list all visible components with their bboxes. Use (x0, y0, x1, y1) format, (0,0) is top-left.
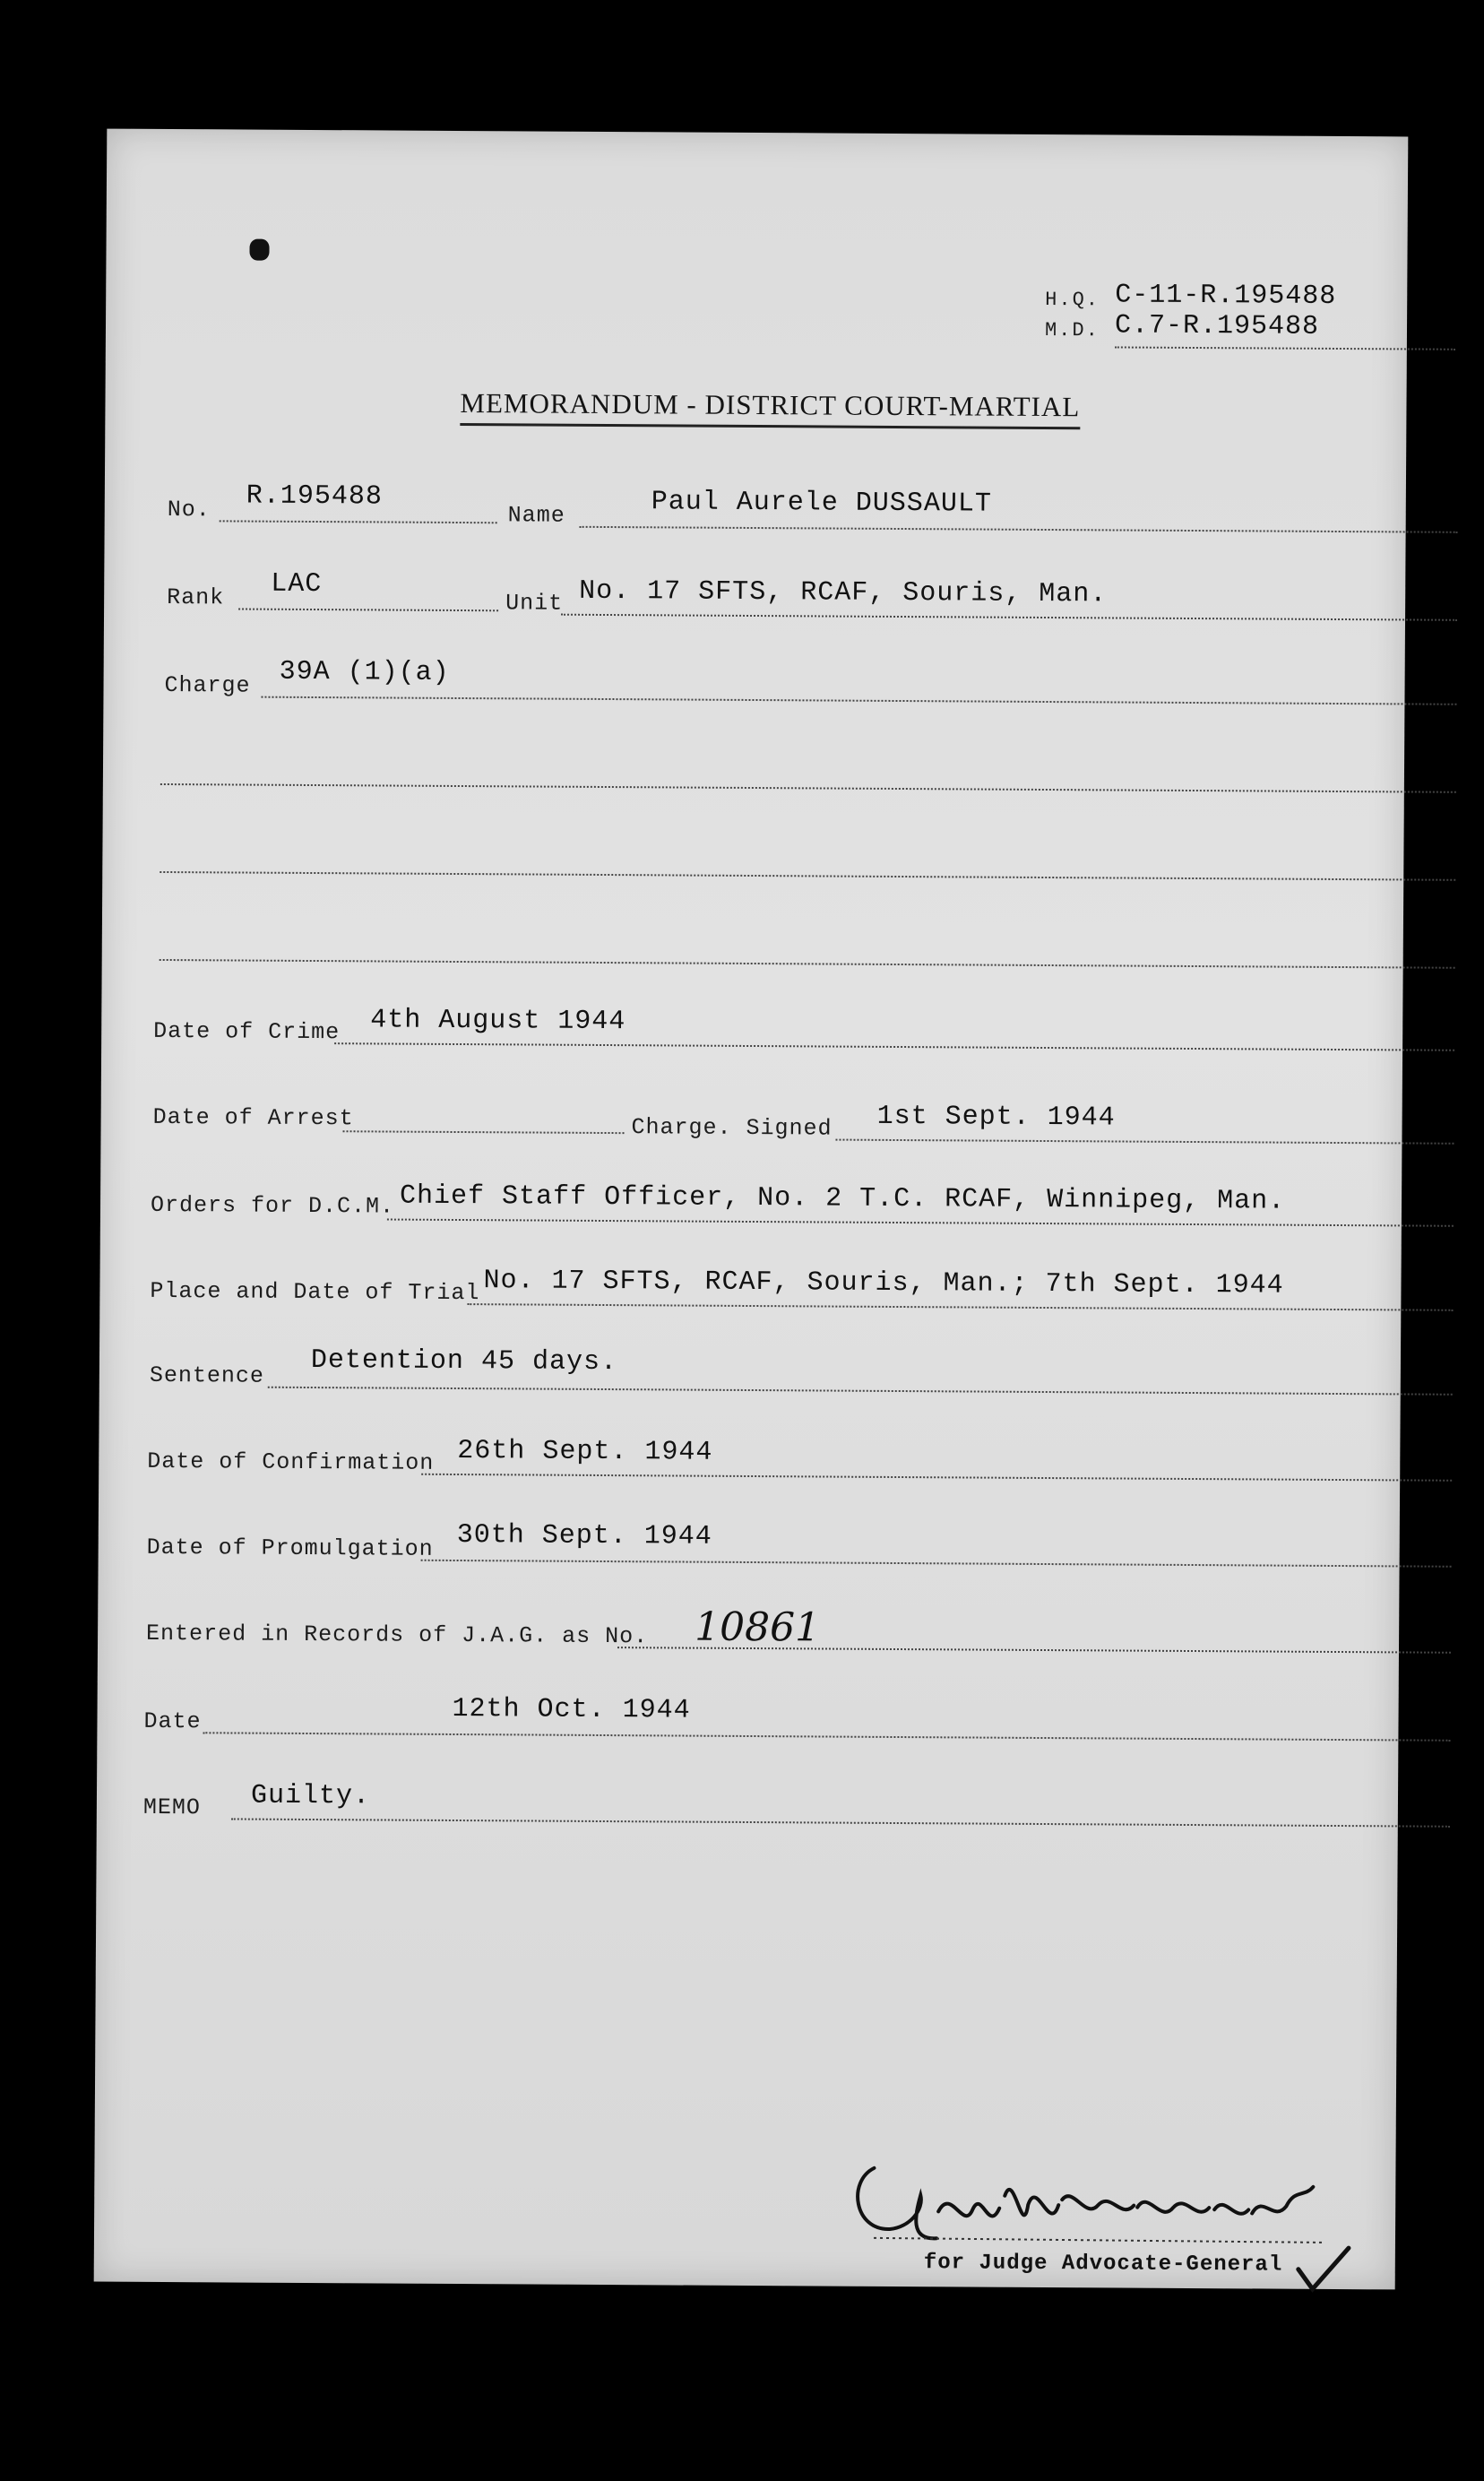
charge-value: 39A (1)(a) (279, 656, 450, 688)
date-of-crime-value: 4th August 1944 (370, 1005, 626, 1038)
orders-value: Chief Staff Officer, No. 2 T.C. RCAF, Winnipeg, Man. (399, 1180, 1286, 1217)
rank-value: LAC (271, 568, 323, 601)
name-value: Paul Aurele DUSSAULT (651, 487, 992, 520)
charge-label: Charge (164, 671, 251, 699)
charge-dots-4 (160, 959, 1455, 969)
confirmation-label: Date of Confirmation (147, 1448, 435, 1476)
sentence-label: Sentence (149, 1362, 264, 1389)
ink-blot (249, 239, 269, 261)
signature-caption: for Judge Advocate-General (923, 2251, 1283, 2278)
place-date-value: No. 17 SFTS, RCAF, Souris, Man.; 7th Sept. 1944 (483, 1266, 1284, 1301)
unit-value: No. 17 SFTS, RCAF, Souris, Man. (579, 575, 1108, 610)
promulgation-value: 30th Sept. 1944 (456, 1520, 712, 1552)
confirmation-dots (421, 1474, 1452, 1482)
hq-value: C-11-R.195488 (1115, 280, 1337, 312)
sentence-value: Detention 45 days. (310, 1345, 618, 1379)
handwritten-signature (838, 2132, 1341, 2269)
date-of-crime-dots (334, 1042, 1454, 1051)
md-dots (1115, 346, 1455, 350)
date-label: Date (143, 1707, 202, 1735)
date-dots (203, 1732, 1450, 1742)
checkmark-icon (1291, 2243, 1354, 2296)
orders-dots (387, 1219, 1454, 1227)
md-value: C.7-R.195488 (1114, 310, 1320, 342)
no-label: No. (167, 497, 211, 523)
date-value: 12th Oct. 1944 (452, 1693, 691, 1726)
memo-value: Guilty. (250, 1780, 371, 1812)
name-label: Name (507, 502, 565, 529)
promulgation-label: Date of Promulgation (146, 1534, 434, 1562)
rank-dots (238, 608, 498, 611)
charge-signed-label: Charge. Signed (631, 1114, 833, 1142)
no-dots (220, 520, 497, 523)
promulgation-dots (421, 1560, 1452, 1568)
no-value: R.195488 (246, 480, 383, 513)
place-date-dots (467, 1303, 1453, 1311)
confirmation-value: 26th Sept. 1944 (457, 1436, 713, 1468)
charge-signed-value: 1st Sept. 1944 (876, 1101, 1116, 1134)
place-date-label: Place and Date of Trial (150, 1277, 480, 1307)
sentence-dots (268, 1387, 1453, 1396)
charge-dots-3 (160, 871, 1455, 881)
jag-label: Entered in Records of J.A.G. as No. (146, 1620, 649, 1650)
rank-label: Rank (167, 584, 225, 611)
charge-dots (261, 696, 1456, 705)
name-dots (580, 526, 1458, 533)
unit-label: Unit (505, 590, 564, 617)
hq-label: H.Q. (1045, 288, 1100, 312)
document-page (94, 129, 1409, 2290)
date-of-arrest-label: Date of Arrest (152, 1103, 354, 1132)
memo-dots (231, 1818, 1450, 1827)
charge-dots-2 (160, 783, 1456, 793)
md-label: M.D. (1044, 318, 1100, 342)
date-of-crime-label: Date of Crime (153, 1017, 341, 1046)
memo-label: MEMO (142, 1794, 202, 1821)
page-title: MEMORANDUM - DISTRICT COURT-MARTIAL (460, 387, 1080, 429)
charge-signed-dots (835, 1139, 1454, 1145)
unit-dots (561, 614, 1457, 621)
jag-value: 10861 (694, 1604, 821, 1651)
orders-label: Orders for D.C.M. (150, 1191, 395, 1220)
date-of-arrest-dots (343, 1130, 625, 1134)
